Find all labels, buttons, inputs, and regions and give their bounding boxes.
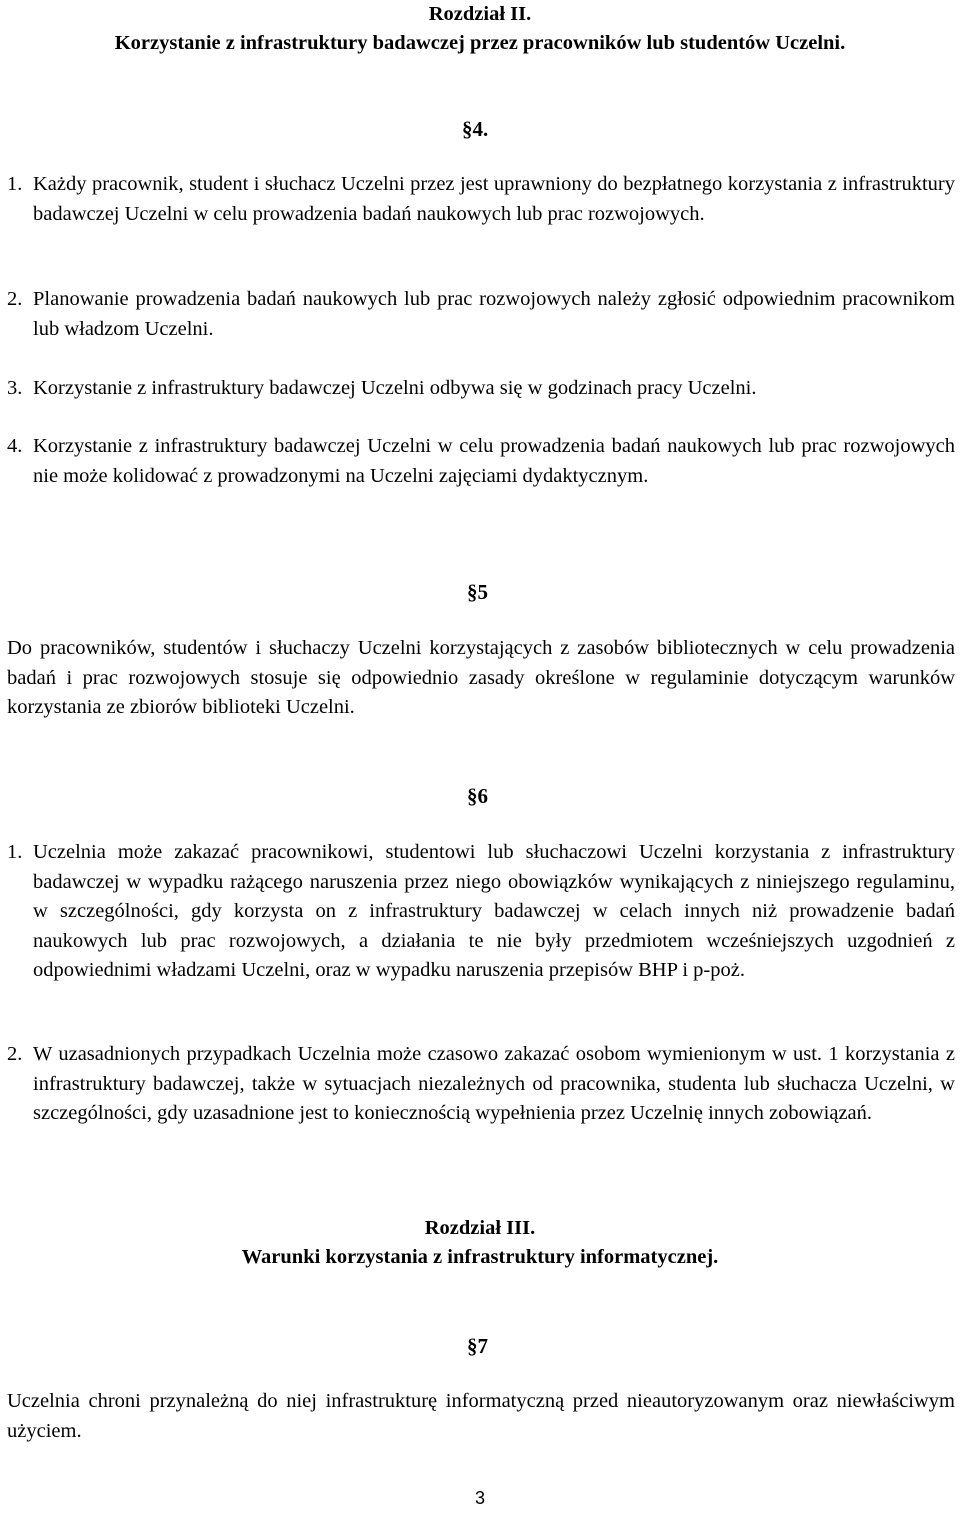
section-4-item-4 [7, 432, 955, 491]
item-text: Korzystanie z infrastruktury badawczej Uczelni w celu prowadzenia badań naukowych lub prac rozwojowych nie może kolidować z prowadzonymi na Uczelni zajęciami dydaktycznym. [33, 435, 955, 487]
section-6-heading: §6 [467, 784, 488, 808]
section-6-item-1 [7, 838, 955, 986]
item-text: Uczelnia może zakazać pracownikowi, studentowi lub słuchaczowi Uczelni korzystania z infrastruktury badawczej w wypadku rażącego naruszenia przez niego obowiązków wynikających z niniejszego regulaminu, w szczególności, gdy korzysta on z infrastruktury badawczej w celach innych niż prowadzenie badań naukowych lub prac rozwojowych, a działania te nie były przedmiotem wcześniejszych uzgodnień z odpowiednimi władzami Uczelni, oraz w wypadku naruszenia przepisów BHP i p-poż. [33, 841, 955, 981]
chapter-2-label: Rozdział II. [428, 3, 532, 25]
item-number: 3. [7, 377, 23, 399]
section-6-item-2 [7, 1040, 955, 1129]
page-number: 3 [474, 1488, 485, 1508]
item-text: Każdy pracownik, student i słuchacz Uczelni przez jest uprawniony do bezpłatnego korzystania z infrastruktury badawczej Uczelni w celu prowadzenia badań naukowych lub prac rozwojowych. [33, 173, 955, 225]
item-number: 2. [7, 1043, 23, 1065]
section-7-heading: §7 [467, 1334, 488, 1358]
chapter-3-title: Warunki korzystania z infrastruktury informatycznej. [241, 1246, 719, 1268]
section-5-paragraph: Do pracowników, studentów i słuchaczy Uczelni korzystających z zasobów bibliotecznych w celu prowadzenia badań i prac rozwojowych stosuje się odpowiednio zasady określone w regulaminie dotyczącym warunków korzystania ze zbiorów biblioteki Uczelni. [7, 637, 955, 718]
chapter-3-label: Rozdział III. [424, 1217, 536, 1239]
section-7-paragraph: Uczelnia chroni przynależną do niej infrastrukturę informatyczną przed nieautoryzowanym oraz niewłaściwym użyciem. [7, 1390, 955, 1442]
item-text: Planowanie prowadzenia badań naukowych lub prac rozwojowych należy zgłosić odpowiednim pracownikom lub władzom Uczelni. [33, 288, 955, 340]
item-number: 1. [7, 173, 23, 195]
chapter-2-title: Korzystanie z infrastruktury badawczej przez pracowników lub studentów Uczelni. [114, 32, 846, 54]
section-4-item-2 [7, 285, 955, 344]
section-4-item-3 [7, 374, 955, 404]
section-4-heading: §4. [462, 117, 489, 141]
section-4-item-1 [7, 170, 955, 229]
item-number: 4. [7, 435, 23, 457]
item-text: W uzasadnionych przypadkach Uczelnia może czasowo zakazać osobom wymienionym w ust. 1 korzystania z infrastruktury badawczej, także w sytuacjach niezależnych od pracownika, studenta lub słuchacza Uczelni, w szczególności, gdy uzasadnione jest to koniecznością wypełnienia przez Uczelnię innych zobowiązań. [33, 1043, 955, 1124]
item-number: 1. [7, 841, 23, 863]
section-5-heading: §5 [467, 580, 488, 604]
item-number: 2. [7, 288, 23, 310]
item-text: Korzystanie z infrastruktury badawczej Uczelni odbywa się w godzinach pracy Uczelni. [33, 377, 757, 399]
